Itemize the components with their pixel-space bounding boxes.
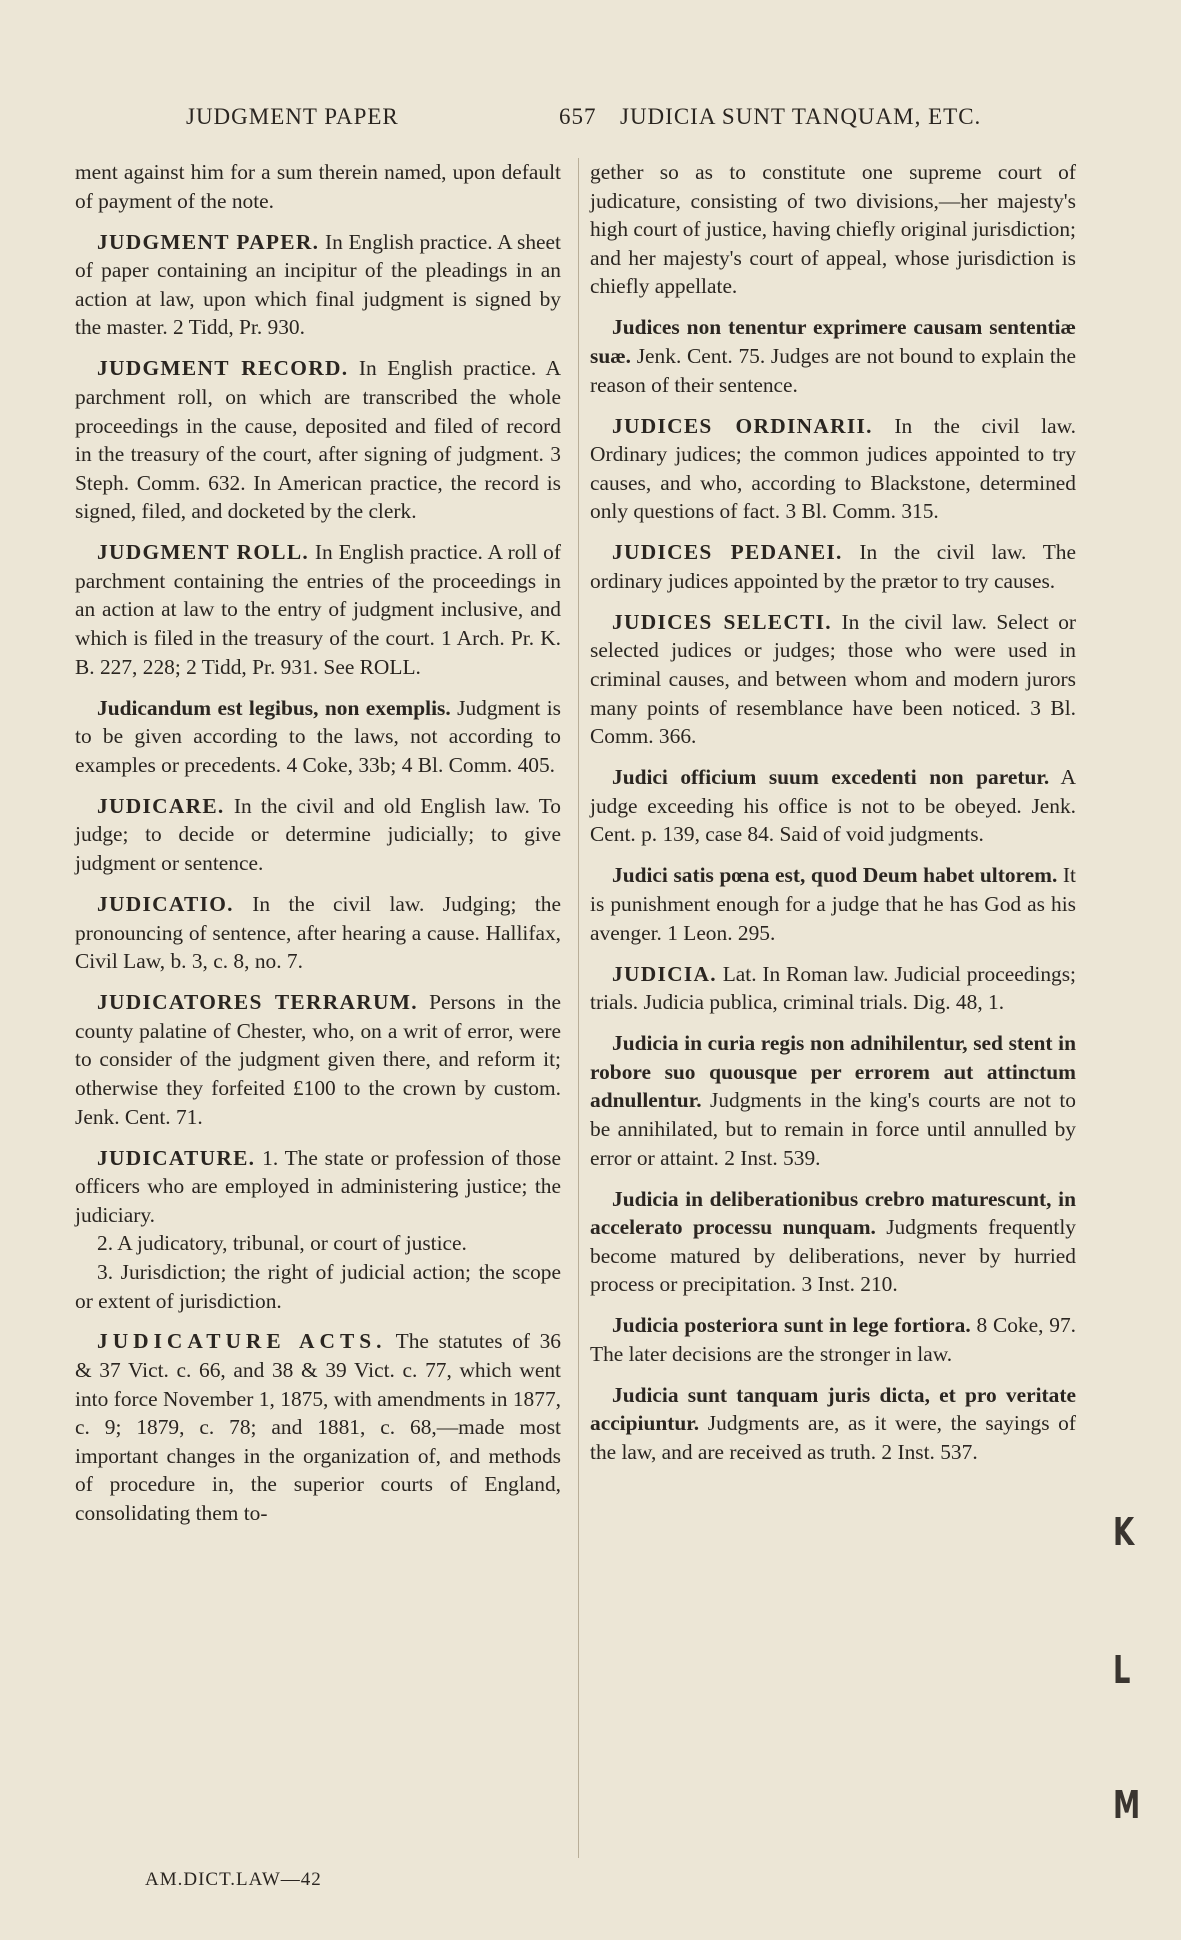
- entry-paragraph: [75, 158, 561, 215]
- entry-definition: In the civil and old English law. To judge; to decide or determine judicially; to give judgment or sentence.: [75, 793, 561, 876]
- dictionary-entry: [75, 228, 561, 342]
- entry-headword: JUDICATURE.: [97, 1145, 256, 1170]
- entry-paragraph: [590, 960, 1076, 1017]
- entry-definition: A judge exceeding his office is not to be obeyed. Jenk. Cent. p. 139, case 84. Said of void judgments.: [590, 765, 1076, 847]
- dictionary-entry: [75, 792, 561, 878]
- dictionary-entry: [590, 763, 1076, 849]
- entry-paragraph: [590, 1185, 1076, 1299]
- entry-paragraph: [590, 412, 1076, 526]
- entry-paragraph: [75, 1144, 561, 1230]
- entry-definition: In English practice. A parchment roll, on which are transcribed the whole proceedings in the cause, deposited and filed of record in the treasury of the court, after signing of judgment. 3 Steph. Comm. 632. In American practice, the record is signed, filed, and docketed by the clerk.: [75, 356, 561, 524]
- dictionary-entry: [75, 988, 561, 1131]
- dictionary-entry: [75, 538, 561, 681]
- dictionary-entry: [590, 1185, 1076, 1299]
- entry-paragraph: [75, 890, 561, 976]
- entry-definition: ment against him for a sum therein named, upon default of payment of the note.: [75, 160, 561, 213]
- entry-definition: Jenk. Cent. 75. Judges are not bound to explain the reason of their sentence.: [590, 343, 1076, 397]
- entry-paragraph: [75, 538, 561, 681]
- entry-paragraph: [590, 313, 1076, 399]
- dictionary-entry: [75, 354, 561, 526]
- entry-definition: In the civil law. The ordinary judices appointed by the prætor to try causes.: [590, 540, 1076, 593]
- entry-headword: JUDGMENT ROLL.: [97, 540, 310, 565]
- entry-maxim: Judici satis pœna est, quod Deum habet ultorem.: [612, 863, 1058, 888]
- entry-paragraph: [590, 861, 1076, 947]
- dictionary-entry: [590, 412, 1076, 526]
- entry-definition: Judgments frequently become matured by deliberations, never by hurried process or precipitation. 3 Inst. 210.: [590, 1215, 1076, 1297]
- dictionary-entry: [75, 694, 561, 780]
- entry-maxim: Judices non tenentur exprimere causam sententiæ suæ.: [590, 315, 1076, 368]
- entry-headword: JUDICARE.: [97, 793, 225, 818]
- entry-headword: JUDICES PEDANEI.: [612, 540, 843, 565]
- page-number: 657: [559, 104, 597, 129]
- entry-paragraph: [590, 538, 1076, 595]
- header-left-guide-word: JUDGMENT PAPER: [186, 104, 399, 129]
- entry-definition: 8 Coke, 97. The later decisions are the stronger in law.: [590, 1313, 1076, 1366]
- header-right-guide-word: JUDICIA SUNT TANQUAM, ETC.: [620, 104, 982, 129]
- entry-maxim: Judicia sunt tanquam juris dicta, et pro veritate accipiuntur.: [590, 1382, 1076, 1436]
- dictionary-entry: [590, 960, 1076, 1017]
- right-column: [590, 158, 1076, 1479]
- thumb-index-l: L: [1113, 1648, 1131, 1692]
- dictionary-entry: [75, 158, 561, 215]
- entry-headword: JUDGMENT RECORD.: [97, 356, 349, 381]
- entry-paragraph: [75, 228, 561, 342]
- entry-definition: In English practice. A roll of parchment containing the entries of the proceedings in an action at law to the entry of judgment inclusive, and which is filed in the treasury of the court. 1 Arch. Pr. K. B. 227, 228; 2 Tidd, Pr. 931. See ROLL.: [75, 540, 562, 679]
- entry-paragraph: [75, 792, 561, 878]
- dictionary-entry: [590, 608, 1076, 751]
- entry-headword: JUDICIA.: [612, 961, 717, 986]
- entry-definition: The statutes of 36 & 37 Vict. c. 66, and 38 & 39 Vict. c. 77, which went into force November 1, 1875, with amendments in 1877, c. 9; 1879, c. 78; and 1881, c. 68,—made most important changes in the organization of, and methods of procedure in, the superior courts of England, consolidating them to-: [75, 1329, 561, 1526]
- entry-headword: JUDICATORES TERRARUM.: [97, 990, 418, 1015]
- entry-headword: JUDGMENT PAPER.: [97, 229, 320, 254]
- thumb-index-m: M: [1113, 1783, 1141, 1827]
- entry-paragraph: [75, 694, 561, 780]
- dictionary-entry: [590, 538, 1076, 595]
- dictionary-entry: [590, 1029, 1076, 1172]
- entry-definition: Judgments are, as it were, the sayings of the law, and are received as truth. 2 Inst. 537.: [590, 1411, 1076, 1465]
- entry-paragraph: [590, 608, 1076, 751]
- entry-paragraph: [590, 763, 1076, 849]
- entry-maxim: Judicandum est legibus, non exemplis.: [97, 695, 451, 720]
- entry-headword: JUDICES SELECTI.: [612, 609, 832, 634]
- entry-headword: JUDICATIO.: [97, 892, 234, 916]
- entry-definition: gether so as to constitute one supreme court of judicature, consisting of two divisions,—her majesty's high court of justice, having chiefly original jurisdiction; and her majesty's court of appeal, whose jurisdiction is chiefly appellate.: [590, 160, 1076, 299]
- entry-definition: Persons in the county palatine of Chester, who, on a writ of error, were to consider of the judgment given there, and reform it; otherwise they forfeited £100 to the crown by custom. Jenk. Cent. 71.: [75, 990, 561, 1129]
- running-header: [0, 104, 1181, 136]
- left-column: [75, 158, 561, 1540]
- entry-maxim: Judicia posteriora sunt in lege fortiora.: [612, 1313, 971, 1338]
- entry-maxim: Judici officium suum excedenti non paretur.: [612, 765, 1050, 790]
- dictionary-entry: [590, 158, 1076, 301]
- dictionary-entry: [75, 1144, 561, 1316]
- entry-definition: In the civil law. Select or selected judices or judges; those who were used in criminal causes, and between whom and modern jurors many points of resemblance have been noticed. 3 Bl. Comm. 366.: [590, 609, 1077, 749]
- entry-headword: JUDICATURE ACTS.: [97, 1329, 387, 1354]
- entry-definition: Judgments in the king's courts are not to be annihilated, but to remain in force until annulled by error or attaint. 2 Inst. 539.: [590, 1088, 1076, 1170]
- dictionary-entry: [590, 861, 1076, 947]
- dictionary-entry: [590, 313, 1076, 399]
- column-divider: [578, 158, 579, 1858]
- entry-paragraph: [75, 354, 561, 526]
- thumb-index-k: K: [1113, 1510, 1135, 1554]
- entry-paragraph: [590, 1381, 1076, 1467]
- signature-mark: AM.DICT.LAW—42: [145, 1869, 322, 1890]
- dictionary-entry: [75, 1327, 561, 1527]
- entry-definition: In English practice. A sheet of paper containing an incipitur of the pleadings in an action at law, upon which final judgment is signed by the master. 2 Tidd, Pr. 930.: [75, 229, 561, 340]
- dictionary-entry: [75, 890, 561, 976]
- entry-maxim: Judicia in curia regis non adnihilentur, sed stent in robore suo quousque per errorem aut attinctum adnullentur.: [590, 1031, 1076, 1113]
- entry-definition: It is punishment enough for a judge that he has God as his avenger. 1 Leon. 295.: [590, 863, 1076, 945]
- dictionary-entry: [590, 1381, 1076, 1467]
- entry-definition: Lat. In Roman law. Judicial proceedings; trials. Judicia publica, criminal trials. Dig. 48, 1.: [590, 961, 1076, 1015]
- entry-headword: JUDICES ORDINARII.: [612, 413, 873, 438]
- entry-definition: Judgment is to be given according to the laws, not according to examples or precedents. 4 Coke, 33b; 4 Bl. Comm. 405.: [75, 695, 561, 777]
- entry-maxim: Judicia in deliberationibus crebro maturescunt, in accelerato processu nunquam.: [590, 1186, 1076, 1240]
- entry-paragraph: [590, 1029, 1076, 1172]
- entry-paragraph: [75, 988, 561, 1131]
- entry-definition: 1. The state or profession of those officers who are employed in administering justice; the judiciary.: [75, 1145, 561, 1227]
- entry-definition: In the civil law. Judging; the pronouncing of sentence, after hearing a cause. Hallifax, Civil Law, b. 3, c. 8, no. 7.: [75, 892, 561, 974]
- entry-paragraph: [590, 158, 1076, 301]
- entry-sub-definition: 3. Jurisdiction; the right of judicial action; the scope or extent of jurisdiction.: [75, 1259, 561, 1313]
- entry-sub-definition: 2. A judicatory, tribunal, or court of justice.: [97, 1231, 467, 1256]
- dictionary-entry: [590, 1311, 1076, 1368]
- entry-paragraph: [75, 1327, 561, 1527]
- entry-paragraph: [590, 1311, 1076, 1368]
- entry-definition: In the civil law. Ordinary judices; the common judices appointed to try causes, and who, according to Blackstone, determined only questions of fact. 3 Bl. Comm. 315.: [590, 413, 1076, 524]
